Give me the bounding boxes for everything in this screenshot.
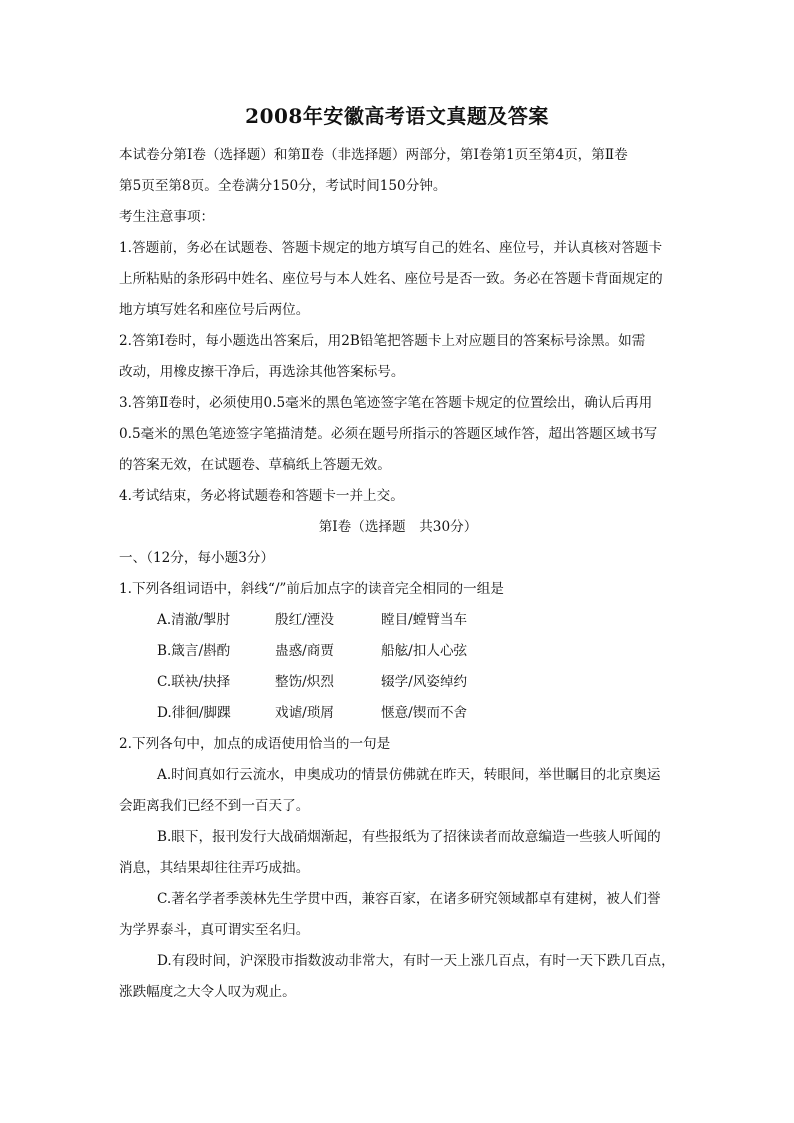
question-2-option-d-cont: 涨跌幅度之大令人叹为观止。 (119, 984, 296, 1000)
note-1-line: 1.答题前，务必在试题卷、答题卡规定的地方填写自己的姓名、座位号，并认真核对答题卡 (119, 240, 663, 256)
option-word-pair: 惬意/锲而不舍 (381, 705, 468, 721)
question-1-option-row (119, 667, 677, 698)
note-2-line: 改动，用橡皮擦干净后，再选涂其他答案标号。 (119, 364, 405, 380)
note-3-line: 的答案无效，在试题卷、草稿纸上答题无效。 (119, 457, 391, 473)
option-word-pair: 船舷/扣人心弦 (381, 643, 468, 659)
option-word-pair: 整饬/炽烈 (275, 674, 334, 690)
document-title: 2008年安徽高考语文真题及答案 (245, 104, 549, 128)
option-word-pair: D.徘徊/脚踝 (157, 705, 231, 721)
part-heading: 一、（12分，每小题3分） (119, 550, 275, 566)
notes-heading: 考生注意事项： (119, 209, 215, 225)
question-2-option-c: C.著名学者季羡林先生学贯中西，兼容百家，在诸多研究领域都卓有建树，被人们誉 (157, 891, 661, 907)
question-2-option-b: B.眼下，报刊发行大战硝烟渐起，有些报纸为了招徕读者而故意编造一些骇人听闻的 (157, 829, 661, 845)
question-2-option-b-cont: 消息，其结果却往往弄巧成拙。 (119, 860, 310, 876)
note-4-line: 4.考试结束，务必将试题卷和答题卡一并上交。 (119, 488, 404, 504)
option-word-pair: 蛊惑/商贾 (275, 643, 334, 659)
note-1-line: 上所粘贴的条形码中姓名、座位号与本人姓名、座位号是否一致。务必在答题卡背面规定的 (119, 271, 663, 287)
question-1-option-row (119, 636, 677, 667)
option-word-pair: A.清澈/掣肘 (157, 612, 231, 628)
section-title: 第Ⅰ卷（选择题 共30分） (318, 519, 478, 535)
intro-line: 第5页至第8页。全卷满分150分，考试时间150分钟。 (119, 178, 447, 194)
note-2-line: 2.答第Ⅰ卷时，每小题选出答案后，用2B铅笔把答题卡上对应题目的答案标号涂黑。如需 (119, 333, 646, 349)
question-1-option-row (119, 605, 677, 636)
question-2-option-a: A.时间真如行云流水，申奥成功的情景仿佛就在昨天，转眼间，举世瞩目的北京奥运 (157, 767, 661, 783)
question-2-option-c-cont: 为学界泰斗，真可谓实至名归。 (119, 922, 310, 938)
option-word-pair: C.联袂/抉择 (157, 674, 231, 690)
option-word-pair: 戏谑/琐屑 (275, 705, 334, 721)
option-word-pair: B.箴言/斟酌 (157, 643, 231, 659)
option-word-pair: 辍学/风姿绰约 (381, 674, 468, 690)
option-word-pair: 瞠目/螳臂当车 (381, 612, 468, 628)
question-1-stem: 1.下列各组词语中，斜线“/”前后加点字的读音完全相同的一组是 (119, 581, 504, 597)
question-2-option-d: D.有段时间，沪深股市指数波动非常大，有时一天上涨几百点，有时一天下跌几百点， (157, 953, 675, 969)
note-3-line: 3.答第Ⅱ卷时，必须使用0.5毫米的黑色笔迹签字笔在答题卡规定的位置绘出，确认后再用 (119, 395, 653, 411)
question-1-option-row (119, 698, 677, 729)
question-2-option-a-cont: 会距离我们已经不到一百天了。 (119, 798, 310, 814)
document-body (119, 140, 677, 1008)
note-3-line: 0.5毫米的黑色笔迹签字笔描清楚。必须在题号所指示的答题区域作答，超出答题区域书写 (119, 426, 658, 442)
question-2-stem: 2.下列各句中，加点的成语使用恰当的一句是 (119, 736, 391, 752)
option-word-pair: 殷红/湮没 (275, 612, 334, 628)
note-1-line: 地方填写姓名和座位号后两位。 (119, 302, 310, 318)
intro-line: 本试卷分第Ⅰ卷（选择题）和第Ⅱ卷（非选择题）两部分，第Ⅰ卷第1页至第4页，第Ⅱ卷 (119, 147, 628, 163)
